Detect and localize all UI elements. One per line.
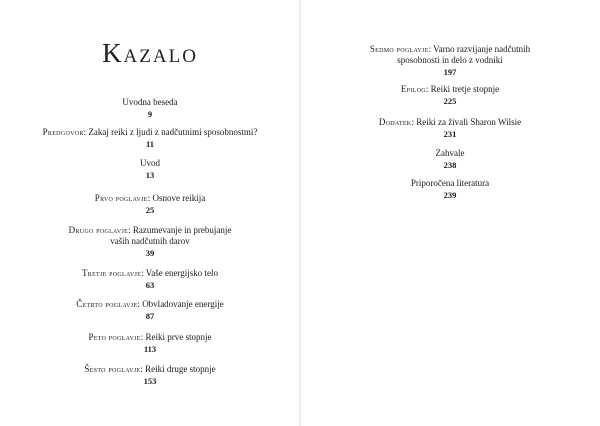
entry-page-number: 9: [147, 109, 153, 119]
entry-separator: :: [411, 117, 417, 127]
toc-entry: [300, 84, 600, 108]
toc-entry: [0, 158, 300, 182]
entry-label: Prvo poglavje: [94, 193, 148, 203]
entry-separator: :: [428, 44, 434, 54]
toc-entry: [0, 127, 300, 151]
entry-title: Razumevanje in prebujanje: [132, 225, 232, 235]
entry-title: Uvod: [140, 158, 160, 168]
entry-separator: :: [140, 332, 146, 342]
entry-title-continuation: vaših nadčutnih darov: [110, 236, 190, 246]
entry-title: Vaše energijsko telo: [145, 268, 219, 278]
entry-label: Drugo poglavje: [68, 225, 129, 235]
entry-title: Reiki prve stopnje: [145, 332, 212, 342]
toc-entry: [0, 299, 300, 323]
entry-separator: :: [147, 193, 153, 203]
entry-page-number: 239: [443, 190, 457, 200]
toc-entry: [0, 364, 300, 388]
entry-label: Sedmo poglavje: [369, 44, 429, 54]
entry-separator: :: [128, 225, 133, 235]
entry-label: Predgovor: [42, 127, 84, 137]
entry-separator: :: [141, 268, 146, 278]
entry-title: Zahvale: [435, 148, 465, 158]
entry-title: Osnove reikija: [152, 193, 206, 203]
entry-page-number: 13: [145, 170, 155, 180]
toc-heading: Kazalo: [102, 38, 198, 68]
entry-label: Epilog: [400, 84, 426, 94]
entry-title: Obvladovanje energije: [142, 299, 224, 309]
entry-separator: :: [140, 364, 146, 374]
entry-page-number: 87: [145, 311, 155, 321]
toc-entry: [300, 148, 600, 172]
entry-title: Reiki za živali Sharon Wilsie: [416, 117, 522, 127]
entry-separator: :: [137, 299, 143, 309]
toc-entry: [0, 97, 300, 121]
entry-title: Uvodna beseda: [122, 97, 178, 107]
entry-page-number: 153: [143, 376, 157, 386]
entry-page-number: 39: [145, 248, 155, 258]
entry-title-continuation: sposobnosti in delo z vodniki: [397, 55, 503, 65]
entry-label: Šesto poglavje: [84, 364, 141, 374]
entry-title: Varno razvijanje nadčutnih: [433, 44, 531, 54]
entry-label: Tretje poglavje: [81, 268, 142, 278]
entry-page-number: 11: [145, 139, 155, 149]
toc-entry: [300, 44, 600, 79]
entry-label: Peto poglavje: [88, 332, 141, 342]
entry-page-number: 63: [145, 280, 155, 290]
toc-entry: [300, 178, 600, 202]
entry-page-number: 25: [145, 205, 155, 215]
toc-entry: [300, 117, 600, 141]
toc-entry: [0, 193, 300, 217]
entry-page-number: 197: [443, 67, 457, 77]
entry-title: Reiki druge stopnje: [145, 364, 216, 374]
entry-title: Reiki tretje stopnje: [430, 84, 500, 94]
entry-page-number: 238: [443, 160, 457, 170]
right-page: [300, 0, 600, 426]
entry-page-number: 225: [443, 96, 457, 106]
toc-entry: [0, 225, 300, 260]
entry-page-number: 113: [143, 344, 157, 354]
toc-entry: [0, 332, 300, 356]
entry-separator: :: [425, 84, 431, 94]
entry-label: Dodatek: [378, 117, 412, 127]
entry-title: Priporočena literatura: [410, 178, 490, 188]
entry-separator: :: [83, 127, 89, 137]
entry-label: Četrto poglavje: [76, 299, 138, 309]
toc-entry: [0, 268, 300, 292]
entry-page-number: 231: [443, 129, 457, 139]
entry-title: Zakaj reiki z ljudi z nadčutnimi sposobnostmi?: [88, 127, 258, 137]
